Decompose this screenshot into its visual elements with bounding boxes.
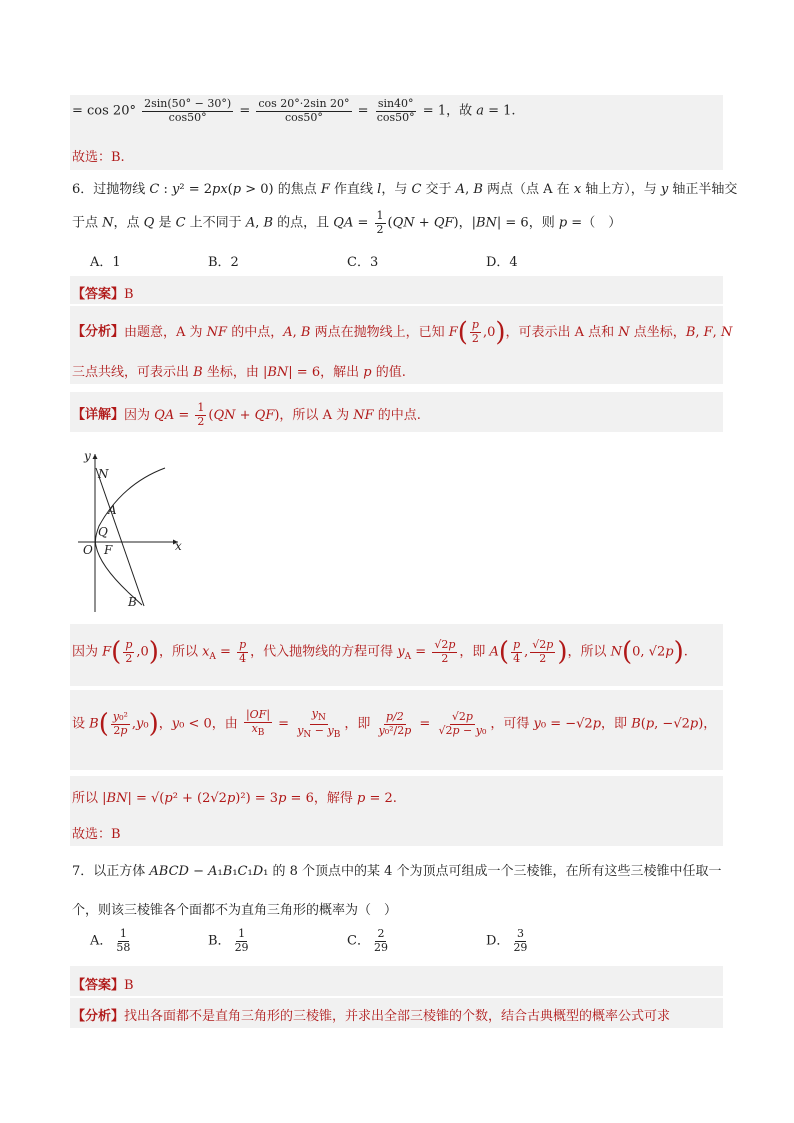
q7-analysis bbox=[72, 1005, 670, 1024]
label-n: N bbox=[98, 467, 109, 481]
q7-stem-line1: 7．以正方体 ABCD − A₁B₁C₁D₁ 的 8 个顶点中的某 4 个为顶点可组成一个三棱锥，在所有这些三棱锥中任取一 bbox=[72, 864, 722, 879]
q6-answer bbox=[72, 283, 134, 302]
label-b: B bbox=[128, 595, 137, 609]
q6-analysis-line2: 三点共线，可表示出 B 坐标，由 |BN| = 6，解出 p 的值. bbox=[72, 365, 406, 380]
q6-final: 故选：B bbox=[72, 827, 121, 842]
answer-value: B bbox=[124, 287, 134, 302]
label-a: A bbox=[108, 503, 117, 517]
q6-option-c: C．3 bbox=[347, 255, 379, 270]
label-o: O bbox=[83, 543, 93, 557]
q6-step1: 因为 F( $\frac{p}{2}$ ,0)，所以 $x_A$ = $\frac{p}{4}$ ，代入抛物线的方程可得 $y_A$ = $\frac{√2p}{2}$ ，即 A( $\frac{p}{4}$ , $\frac{√2p}{2}$ )，所以 N(0, √2p). bbox=[72, 637, 688, 667]
q6-final-block bbox=[70, 816, 723, 846]
q6-analysis-line1: 【分析】由题意，A 为 NF 的中点，A, B 两点在抛物线上，已知 F( $\frac{p}{2}$ ,0)，可表示出 A 点和 N 点坐标，B, F, N bbox=[72, 317, 733, 347]
q7-option-a: A． $\frac{1}{58}$ bbox=[90, 927, 131, 954]
detail-label: 【详解】 bbox=[72, 407, 125, 423]
q6-answer-block bbox=[70, 276, 723, 304]
q6-option-d: D．4 bbox=[486, 255, 518, 270]
answer-value: B bbox=[124, 978, 134, 993]
q6-stem-line2: 于点 N，点 Q 是 C 上不同于 A, B 的点，且 QA = $\frac{1}{2}$ (QN + QF)，|BN| = 6，则 p =（ ） bbox=[72, 209, 622, 236]
answer-label: 【答案】 bbox=[72, 287, 125, 302]
q7-stem-line2: 个，则该三棱锥各个面都不为直角三角形的概率为（ ） bbox=[72, 903, 398, 918]
q6-step3: 所以 |BN| = √(p² + (2√2p)²) = 3p = 6，解得 p = 2. bbox=[72, 791, 397, 806]
analysis-label: 【分析】 bbox=[72, 324, 125, 340]
q6-option-a: A．1 bbox=[90, 255, 121, 270]
q7-answer bbox=[72, 974, 134, 993]
q5-answer: 故选：B. bbox=[72, 150, 125, 165]
parabola-figure bbox=[70, 446, 200, 616]
label-q: Q bbox=[98, 525, 108, 539]
q7-option-c: C． $\frac{2}{29}$ bbox=[347, 927, 388, 954]
analysis-label: 【分析】 bbox=[72, 1009, 125, 1024]
q7-answer-block bbox=[70, 966, 723, 996]
label-y: y bbox=[84, 449, 91, 463]
q5-expression: = cos 20° $\frac{2\sin(50^\circ - 30^\circ)}{\cos 50^\circ}$ = $\frac{\cos 20^\circ\cdot 2\sin 20^\circ}{\cos 50^\circ}$ = $\frac{\sin 40^\circ}{\cos 50^\circ}$ = 1，故 a = 1. bbox=[72, 97, 516, 124]
q6-stem-line1: 6．过抛物线 C : y² = 2px(p > 0) 的焦点 F 作直线 l，与 C 交于 A, B 两点（点 A 在 x 轴上方），与 y 轴正半轴交 bbox=[72, 182, 738, 197]
answer-label: 【答案】 bbox=[72, 978, 125, 993]
label-f: F bbox=[104, 543, 113, 557]
q7-option-d: D． $\frac{3}{29}$ bbox=[486, 927, 528, 954]
q6-detail-line1: 【详解】因为 QA = $\frac{1}{2}$ (QN + QF)，所以 A 为 NF 的中点. bbox=[72, 401, 421, 428]
label-x: x bbox=[175, 539, 182, 553]
q6-option-b: B．2 bbox=[208, 255, 239, 270]
q7-option-b: B． $\frac{1}{29}$ bbox=[208, 927, 249, 954]
analysis-text: 找出各面都不是直角三角形的三棱锥，并求出全部三棱锥的个数，结合古典概型的概率公式可求 bbox=[124, 1009, 671, 1024]
q6-step2: 设 B( $\frac{\text{y₀²}}{2p}$ ,y₀)，y₀ < 0，由 $\frac{|OF|}{x_B}$ = $\frac{y_N}{y_N - y_B}$ ，即 $\frac{p/2}{\text{y₀²/2p}}$ = $\frac{√2p}{\text{√2p − y₀}}$ ，可得 y₀ = −√2p，即 B(p, −√2p)， bbox=[72, 707, 717, 740]
